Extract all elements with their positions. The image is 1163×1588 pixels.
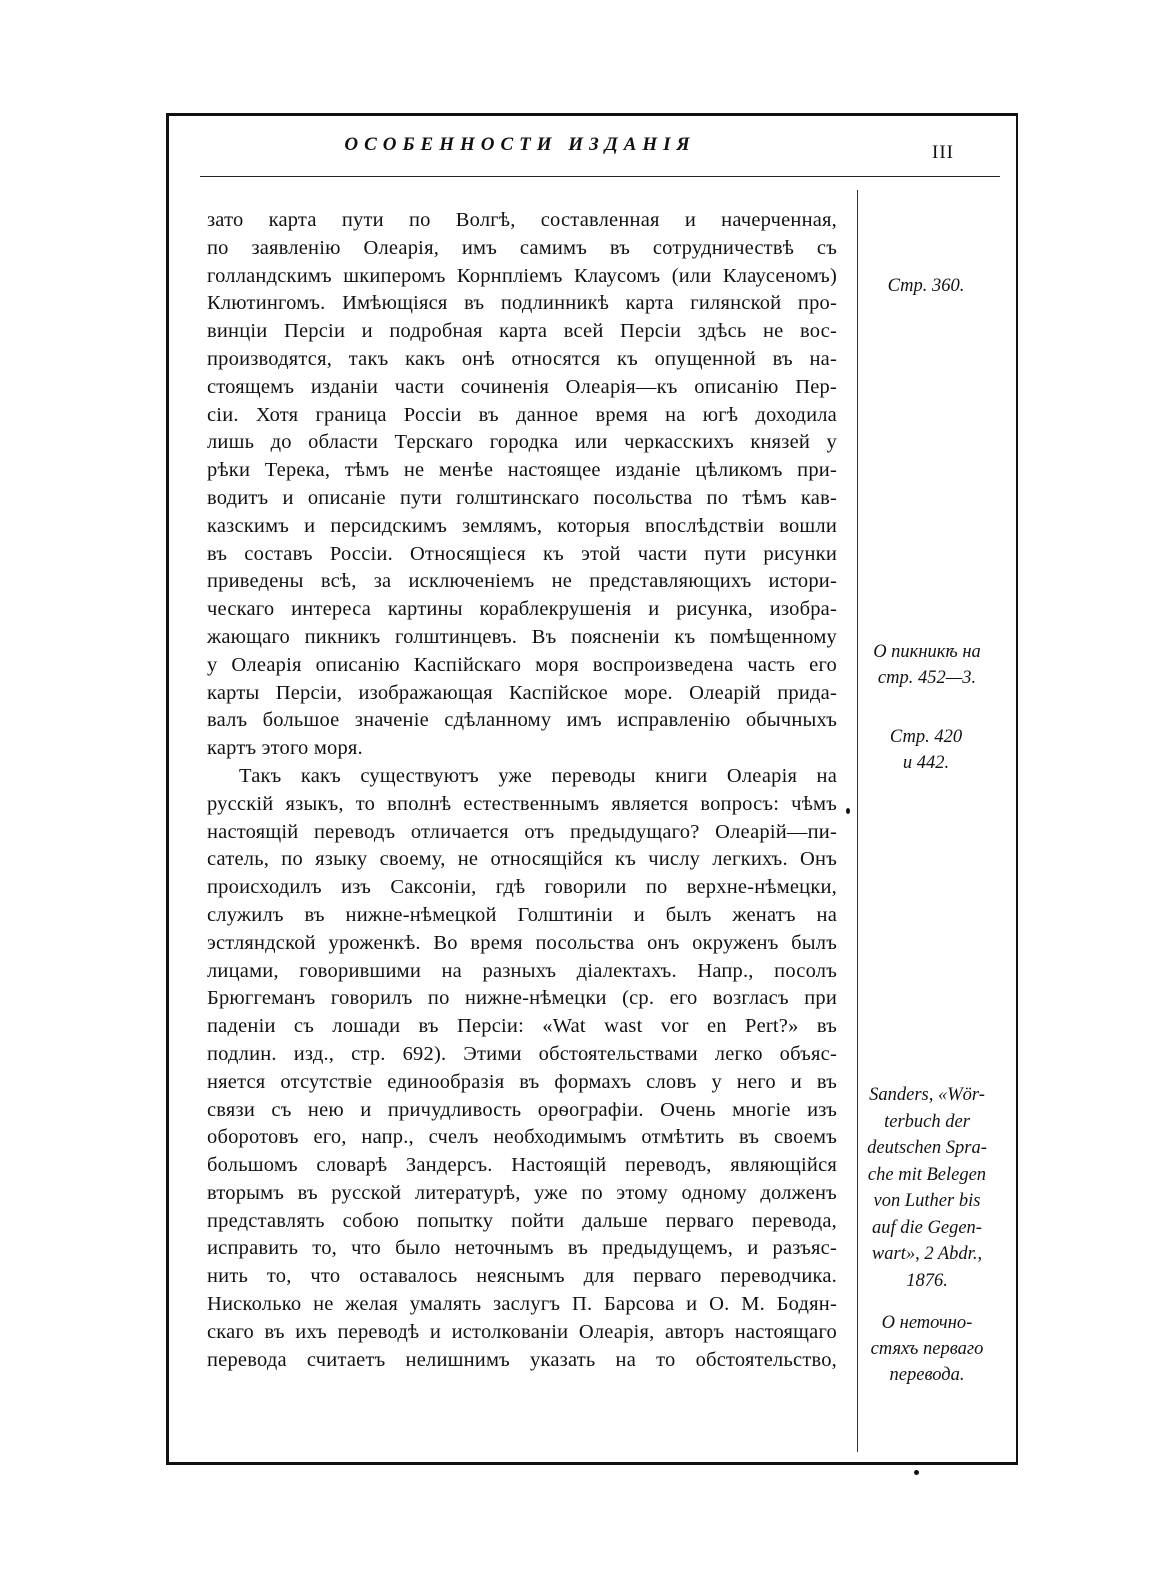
text-line: Нисколько не желая умалять заслугъ П. Барсова и О. М. Бодян- bbox=[207, 1293, 837, 1316]
margin-note-line: 1876. bbox=[906, 1270, 948, 1291]
margin-note-sanders bbox=[858, 1082, 996, 1294]
page-number: III bbox=[932, 142, 954, 163]
margin-note-line: terbuch der bbox=[884, 1111, 970, 1132]
margin-note-page-ref-2 bbox=[866, 724, 986, 776]
text-line: въ составъ Россіи. Относящіеся къ этой части пути рисунки bbox=[207, 542, 837, 565]
margin-note-line: Стр. 360. bbox=[887, 276, 965, 296]
text-line: настоящій переводъ отличается отъ предыдущаго? Олеарій—пи- bbox=[207, 820, 837, 843]
margin-note-line: стр. 452—3. bbox=[877, 668, 977, 688]
text-line: сатель, по языку своему, не относящійся къ числу легкихъ. Онъ bbox=[207, 848, 837, 871]
text-line: вторымъ въ русской литературѣ, уже по этому одному долженъ bbox=[207, 1181, 837, 1204]
text-line: лицами, говорившими на разныхъ діалектахъ. Напр., посолъ bbox=[207, 959, 837, 982]
margin-note-line: auf die Gegen- bbox=[872, 1217, 982, 1238]
margin-note-line: и 442. bbox=[902, 753, 950, 773]
header-rule bbox=[200, 176, 1000, 177]
text-line: связи съ нею и причудливость орѳографіи. Очень многіе изъ bbox=[207, 1098, 837, 1121]
text-line: эстляндской уроженкѣ. Во время посольства онъ окруженъ былъ bbox=[207, 931, 837, 954]
text-line: у Олеарія описанію Каспійскаго моря воспроизведена часть его bbox=[207, 653, 837, 676]
text-line: рѣки Терека, тѣмъ не менѣе настоящее изданіе цѣликомъ при- bbox=[207, 459, 837, 482]
text-line: ческаго интереса картины кораблекрушенія и рисунка, изобра- bbox=[207, 598, 837, 621]
text-line: происходилъ изъ Саксоніи, гдѣ говорили по верхне-нѣмецки, bbox=[207, 876, 837, 899]
text-line: русскій языкъ, то вполнѣ естественнымъ является вопросъ: чѣмъ bbox=[207, 792, 837, 815]
text-line: винціи Персіи и подробная карта всей Персіи здѣсь не вос- bbox=[207, 320, 837, 343]
text-line: Такъ какъ существуютъ уже переводы книги Олеарія на bbox=[239, 764, 837, 787]
text-line: стоящемъ изданіи части сочиненія Олеарія—къ описанію Пер- bbox=[207, 375, 837, 398]
text-line: нить то, что оставалось неяснымъ для перваго переводчика. bbox=[207, 1265, 837, 1288]
text-line: приведены всѣ, за исключеніемъ не представляющихъ истори- bbox=[207, 570, 837, 593]
text-line: исправить то, что было неточнымъ въ предыдущемъ, и разъяс- bbox=[207, 1237, 837, 1260]
text-line: оборотовъ его, напр., счелъ необходимымъ отмѣтить въ своемъ bbox=[207, 1126, 837, 1149]
text-line: перевода считаетъ нелишнимъ указать на то обстоятельство, bbox=[207, 1348, 837, 1371]
text-line: карты Персіи, изображающая Каспійское море. Олеарій прида- bbox=[207, 681, 837, 704]
ink-speck bbox=[914, 1470, 919, 1475]
text-line: сіи. Хотя граница Россіи въ данное время на югѣ доходила bbox=[207, 403, 837, 426]
body-text bbox=[207, 207, 837, 1374]
margin-note-page-ref bbox=[866, 273, 986, 299]
text-line: валъ большое значеніе сдѣланному имъ исправленію обычныхъ bbox=[207, 709, 837, 732]
text-line: паденіи съ лошади въ Персіи: «Wat wast vor en Pert?» въ bbox=[207, 1015, 837, 1038]
text-line: по заявленію Олеарія, имъ самимъ въ сотрудничествѣ съ bbox=[207, 236, 837, 259]
margin-note-line: von Luther bis bbox=[873, 1191, 981, 1211]
text-line: жающаго пикникъ голштинцевъ. Въ поясненіи къ помѣщенному bbox=[207, 625, 837, 648]
text-line: представлять собою попытку пойти дальше перваго перевода, bbox=[207, 1209, 837, 1232]
margin-note-line: che mit Belegen bbox=[867, 1164, 987, 1185]
text-line: картъ этого моря. bbox=[207, 737, 363, 760]
margin-note-line: О пикникѣ на bbox=[873, 642, 981, 662]
margin-note-line: wart», 2 Abdr., bbox=[871, 1244, 983, 1264]
text-line: подлин. изд., стр. 692). Этими обстоятельствами легко объяс- bbox=[207, 1042, 837, 1065]
text-line: зато карта пути по Волгѣ, составленная и начерченная, bbox=[207, 209, 837, 231]
margin-note-line: перевода. bbox=[889, 1365, 965, 1385]
text-line: скаго въ ихъ переводѣ и истолкованіи Олеарія, авторъ настоящаго bbox=[207, 1320, 837, 1343]
margin-note-line: Стр. 420 bbox=[889, 727, 963, 747]
text-line: большомъ словарѣ Зандерсъ. Настоящій переводъ, являющійся bbox=[207, 1154, 837, 1177]
margin-note-line: deutschen Spra- bbox=[867, 1138, 987, 1158]
running-title: ОСОБЕННОСТИ ИЗДАНІЯ bbox=[344, 134, 696, 155]
text-line: няется отсутствіе единообразія въ формахъ словъ у него и въ bbox=[207, 1070, 837, 1093]
text-line: лишь до области Терскаго городка или черкасскихъ князей у bbox=[207, 431, 837, 454]
text-line: голландскимъ шкиперомъ Корнпліемъ Клаусомъ (или Клаусеномъ) bbox=[207, 264, 837, 287]
text-line: водитъ и описаніе пути голштинскаго посольства по тѣмъ кав- bbox=[207, 486, 837, 509]
text-line: служилъ въ нижне-нѣмецкой Голштиніи и былъ женатъ на bbox=[207, 903, 837, 926]
ink-speck bbox=[846, 808, 850, 814]
text-line: Клютингомъ. Имѣющіяся въ подлинникѣ карта гилянской про- bbox=[207, 292, 837, 315]
text-line: Брюггеманъ говорилъ по нижне-нѣмецки (ср. его возгласъ при bbox=[207, 987, 837, 1010]
margin-note-line: О неточно- bbox=[881, 1313, 973, 1333]
text-line: казскимъ и персидскимъ землямъ, которыя впослѣдствіи вошли bbox=[207, 514, 837, 537]
text-line: производятся, такъ какъ онѣ относятся къ опущенной въ на- bbox=[207, 347, 837, 370]
margin-note-line: стяхъ перваго bbox=[870, 1339, 984, 1359]
margin-note-inaccuracies bbox=[862, 1310, 992, 1388]
margin-note-picnic bbox=[862, 639, 992, 691]
margin-note-line: Sanders, «Wör- bbox=[869, 1085, 985, 1105]
